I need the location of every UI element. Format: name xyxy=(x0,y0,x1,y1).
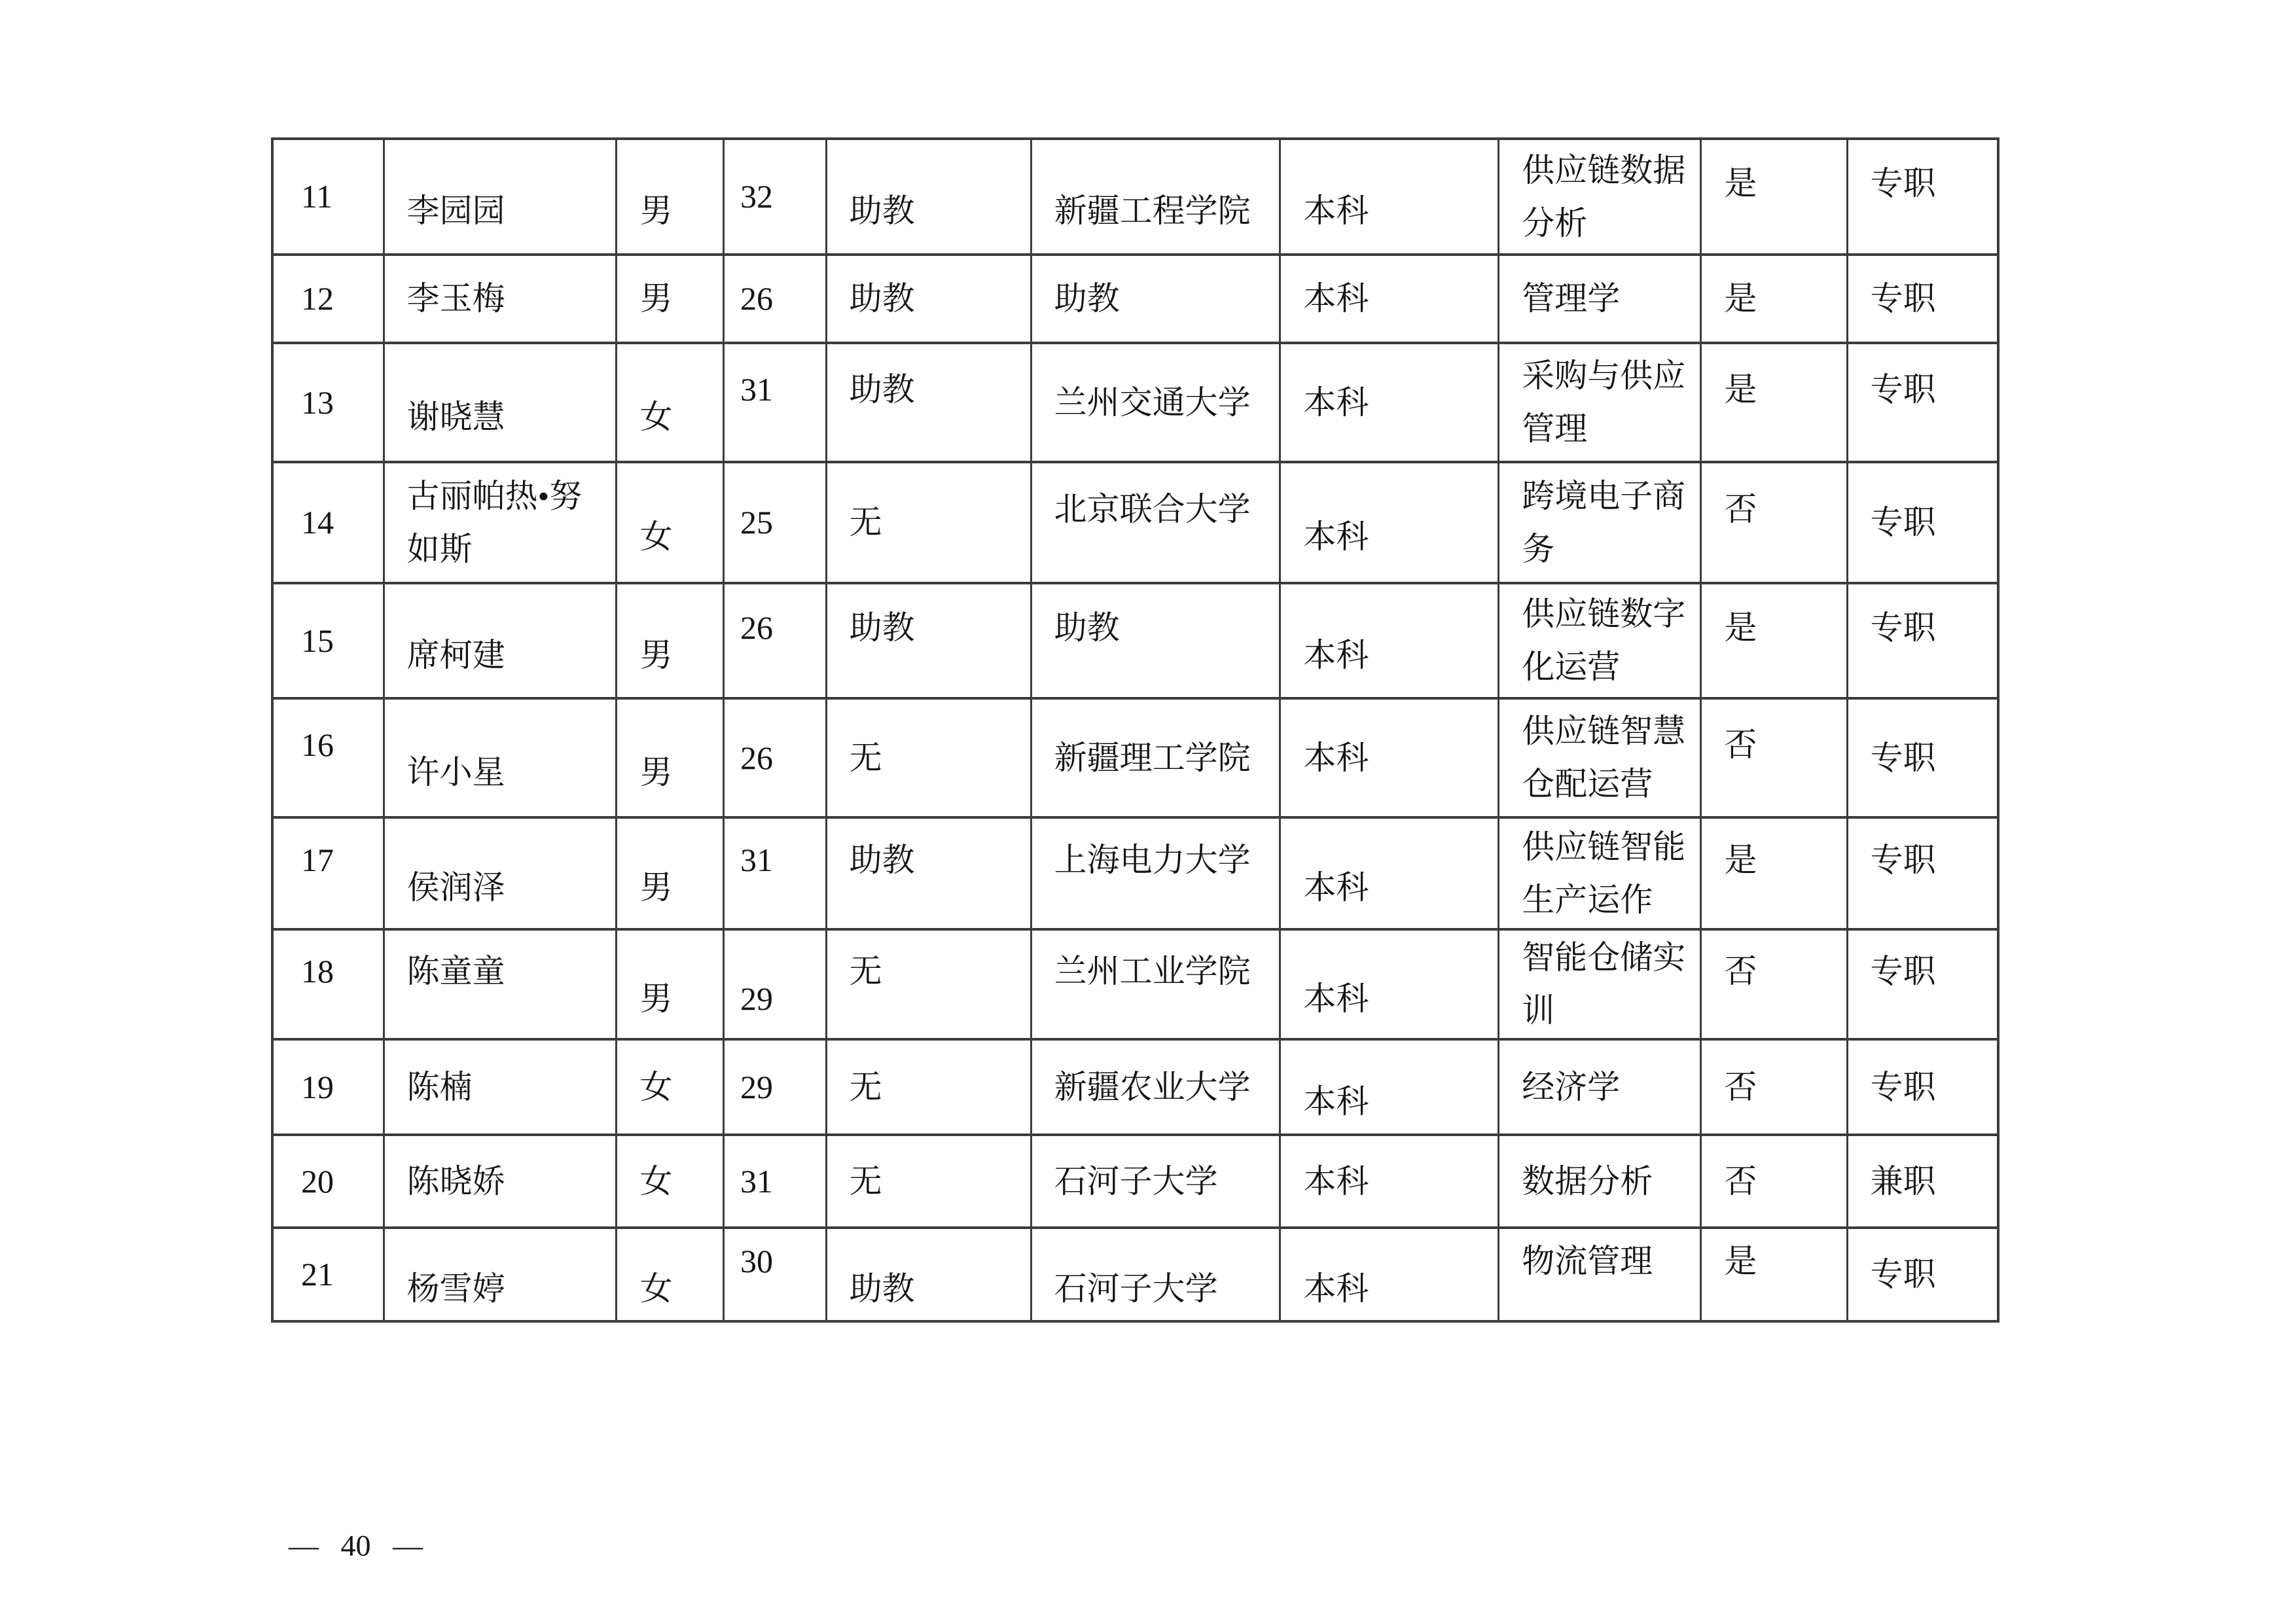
cell-text: 专职 xyxy=(1870,504,1936,541)
cell-text: 29 xyxy=(740,1068,773,1105)
cell-text: 兰州交通大学 xyxy=(1054,383,1251,421)
table-cell xyxy=(1499,700,1702,816)
table-cell xyxy=(827,140,1032,253)
table-cell xyxy=(385,700,618,816)
table-cell xyxy=(1499,463,1702,582)
cell-text: 是 xyxy=(1724,609,1757,646)
cell-text: 26 xyxy=(740,280,773,317)
cell-text: 男 xyxy=(639,636,673,673)
table-cell xyxy=(1032,700,1282,816)
table-cell xyxy=(1281,1136,1499,1226)
table-cell xyxy=(274,1229,385,1320)
cell-text: 新疆工程学院 xyxy=(1054,192,1251,229)
table-row xyxy=(274,463,1997,584)
table-cell xyxy=(1848,700,1997,816)
table-cell xyxy=(617,463,725,582)
table-cell xyxy=(1032,344,1282,461)
table-cell xyxy=(1281,1229,1499,1320)
cell-text: 席柯建 xyxy=(406,636,505,673)
table-cell xyxy=(617,140,725,253)
cell-text: 专职 xyxy=(1870,280,1936,317)
table-cell xyxy=(1499,344,1702,461)
cell-text: 13 xyxy=(301,383,334,421)
table-row xyxy=(274,819,1997,931)
cell-text: 女 xyxy=(639,1162,673,1200)
table-cell xyxy=(1702,1041,1848,1133)
cell-text: 杨雪婷 xyxy=(406,1270,505,1307)
cell-text: 物流管理 xyxy=(1522,1243,1653,1279)
cell-text: 兼职 xyxy=(1870,1162,1936,1200)
table-cell xyxy=(1848,140,1997,253)
table-cell xyxy=(274,256,385,342)
table-cell xyxy=(1281,931,1499,1038)
cell-text: 专职 xyxy=(1870,1256,1936,1293)
table-cell xyxy=(827,1136,1032,1226)
table-row xyxy=(274,1136,1997,1229)
table-cell xyxy=(617,584,725,697)
cell-text: 专职 xyxy=(1870,370,1936,408)
table-cell xyxy=(385,1136,618,1226)
cell-text: 是 xyxy=(1724,165,1757,202)
table-cell xyxy=(725,1041,827,1133)
cell-text: 经济学 xyxy=(1522,1068,1621,1105)
table-cell xyxy=(617,1041,725,1133)
cell-text: 专职 xyxy=(1870,739,1936,776)
table-cell xyxy=(274,931,385,1038)
cell-text: 男 xyxy=(639,869,673,906)
table-cell xyxy=(1281,140,1499,253)
cell-text: 18 xyxy=(301,952,334,990)
cell-text: 智能仓储实训 xyxy=(1522,939,1686,1029)
table-cell xyxy=(1499,1041,1702,1133)
cell-text: 男 xyxy=(639,280,673,317)
cell-text: 供应链智慧仓配运营 xyxy=(1522,713,1686,802)
cell-text: 助教 xyxy=(849,1270,915,1307)
table-row xyxy=(274,140,1997,256)
table-cell xyxy=(1499,931,1702,1038)
cell-text: 兰州工业学院 xyxy=(1054,952,1251,990)
table-cell xyxy=(1499,1136,1702,1226)
cell-text: 助教 xyxy=(849,370,915,408)
cell-text: 是 xyxy=(1724,370,1757,408)
cell-text: 无 xyxy=(849,504,882,541)
table-cell xyxy=(1848,584,1997,697)
table-cell xyxy=(1702,819,1848,928)
table-cell xyxy=(1281,700,1499,816)
cell-text: 31 xyxy=(740,842,773,878)
table-cell xyxy=(1499,819,1702,928)
cell-text: 助教 xyxy=(1054,280,1120,317)
table-cell xyxy=(617,1229,725,1320)
cell-text: 本科 xyxy=(1303,869,1369,906)
table-cell xyxy=(385,463,618,582)
table-cell xyxy=(1032,1041,1282,1133)
table-cell xyxy=(385,344,618,461)
table-cell xyxy=(725,1229,827,1320)
table-cell xyxy=(827,1229,1032,1320)
table-cell xyxy=(1281,584,1499,697)
table-cell xyxy=(827,700,1032,816)
cell-text: 李玉梅 xyxy=(406,280,505,317)
table-cell xyxy=(725,140,827,253)
cell-text: 石河子大学 xyxy=(1054,1162,1218,1200)
cell-text: 14 xyxy=(301,504,334,541)
cell-text: 男 xyxy=(639,753,673,791)
table-cell xyxy=(1702,1136,1848,1226)
table-cell xyxy=(1032,463,1282,582)
cell-text: 26 xyxy=(740,609,773,646)
table-cell xyxy=(725,700,827,816)
table-cell xyxy=(827,463,1032,582)
cell-text: 19 xyxy=(301,1068,334,1105)
cell-text: 陈童童 xyxy=(406,952,505,990)
cell-text: 采购与供应管理 xyxy=(1522,357,1686,447)
cell-text: 20 xyxy=(301,1162,334,1200)
table-cell xyxy=(725,1136,827,1226)
cell-text: 否 xyxy=(1724,1068,1757,1105)
cell-text: 21 xyxy=(301,1256,334,1293)
table-cell xyxy=(1032,1136,1282,1226)
table-cell xyxy=(274,584,385,697)
cell-text: 新疆理工学院 xyxy=(1054,739,1251,776)
cell-text: 供应链数字化运营 xyxy=(1522,596,1686,685)
table-cell xyxy=(385,1229,618,1320)
cell-text: 本科 xyxy=(1303,1082,1369,1120)
cell-text: 是 xyxy=(1724,842,1757,878)
table-cell xyxy=(1702,584,1848,697)
cell-text: 专职 xyxy=(1870,609,1936,646)
table-cell xyxy=(725,584,827,697)
table-cell xyxy=(1848,1041,1997,1133)
cell-text: 16 xyxy=(301,726,334,763)
table-cell xyxy=(1032,931,1282,1038)
table-cell xyxy=(274,344,385,461)
cell-text: 上海电力大学 xyxy=(1054,842,1251,878)
table-cell xyxy=(1702,463,1848,582)
cell-text: 是 xyxy=(1724,280,1757,317)
cell-text: 否 xyxy=(1724,952,1757,990)
cell-text: 专职 xyxy=(1870,1068,1936,1105)
cell-text: 是 xyxy=(1724,1243,1757,1279)
cell-text: 25 xyxy=(740,504,773,541)
cell-text: 谢晓慧 xyxy=(406,398,505,435)
table-cell xyxy=(1702,256,1848,342)
table-cell xyxy=(1848,256,1997,342)
cell-text: 否 xyxy=(1724,726,1757,763)
table-cell xyxy=(1281,1041,1499,1133)
table-cell xyxy=(617,819,725,928)
cell-text: 助教 xyxy=(849,609,915,646)
table-row xyxy=(274,344,1997,463)
cell-text: 专职 xyxy=(1870,165,1936,202)
cell-text: 助教 xyxy=(849,192,915,229)
cell-text: 本科 xyxy=(1303,383,1369,421)
roster-table xyxy=(271,137,2000,1323)
table-cell xyxy=(1848,931,1997,1038)
table-cell xyxy=(385,819,618,928)
cell-text: 跨境电子商务 xyxy=(1522,477,1686,567)
cell-text: 女 xyxy=(639,1270,673,1307)
table-cell xyxy=(385,140,618,253)
cell-text: 11 xyxy=(301,178,333,215)
table-cell xyxy=(725,931,827,1038)
table-cell xyxy=(617,344,725,461)
cell-text: 30 xyxy=(740,1243,773,1279)
table-cell xyxy=(274,1041,385,1133)
table-cell xyxy=(274,819,385,928)
table-cell xyxy=(1281,256,1499,342)
cell-text: 无 xyxy=(849,952,882,990)
table-cell xyxy=(1281,344,1499,461)
table-row xyxy=(274,1229,1997,1320)
cell-text: 32 xyxy=(740,178,773,215)
cell-text: 12 xyxy=(301,280,334,317)
table-cell xyxy=(1702,344,1848,461)
cell-text: 无 xyxy=(849,739,882,776)
table-cell xyxy=(1499,584,1702,697)
table-cell xyxy=(1848,1229,1997,1320)
table-cell xyxy=(827,931,1032,1038)
table-row xyxy=(274,1041,1997,1136)
table-cell xyxy=(274,1136,385,1226)
cell-text: 供应链智能生产运作 xyxy=(1522,828,1686,918)
cell-text: 否 xyxy=(1724,491,1757,527)
table-cell xyxy=(617,1136,725,1226)
table-cell xyxy=(827,819,1032,928)
cell-text: 李园园 xyxy=(406,192,505,229)
table-cell xyxy=(1032,140,1282,253)
cell-text: 石河子大学 xyxy=(1054,1270,1218,1307)
table-cell xyxy=(725,344,827,461)
cell-text: 陈楠 xyxy=(406,1068,473,1105)
cell-text: 古丽帕热•努如斯 xyxy=(406,477,583,567)
table-cell xyxy=(617,256,725,342)
table-cell xyxy=(1702,140,1848,253)
cell-text: 专职 xyxy=(1870,952,1936,990)
cell-text: 男 xyxy=(639,192,673,229)
cell-text: 管理学 xyxy=(1522,280,1621,317)
table-cell xyxy=(1499,256,1702,342)
table-cell xyxy=(1702,931,1848,1038)
cell-text: 北京联合大学 xyxy=(1054,491,1251,527)
table-cell xyxy=(1702,1229,1848,1320)
table-cell xyxy=(385,1041,618,1133)
table-cell xyxy=(1032,819,1282,928)
cell-text: 无 xyxy=(849,1162,882,1200)
cell-text: 供应链数据分析 xyxy=(1522,151,1686,241)
table-cell xyxy=(274,463,385,582)
cell-text: 许小星 xyxy=(406,753,505,791)
page-number: — 40 — xyxy=(289,1529,423,1562)
table-cell xyxy=(1848,1136,1997,1226)
table-cell xyxy=(385,584,618,697)
cell-text: 本科 xyxy=(1303,280,1369,317)
table-row xyxy=(274,256,1997,344)
table-cell xyxy=(1848,463,1997,582)
table-cell xyxy=(617,931,725,1038)
cell-text: 男 xyxy=(639,980,673,1017)
cell-text: 无 xyxy=(849,1068,882,1105)
table-cell xyxy=(725,463,827,582)
table-cell xyxy=(617,700,725,816)
table-cell xyxy=(385,256,618,342)
table-cell xyxy=(827,344,1032,461)
table-cell xyxy=(827,256,1032,342)
table-cell xyxy=(725,256,827,342)
table-cell xyxy=(1032,1229,1282,1320)
cell-text: 助教 xyxy=(1054,609,1120,646)
table-cell xyxy=(385,931,618,1038)
cell-text: 侯润泽 xyxy=(406,869,505,906)
table-cell xyxy=(274,140,385,253)
table-row xyxy=(274,584,1997,700)
cell-text: 女 xyxy=(639,1068,673,1105)
cell-text: 26 xyxy=(740,739,773,776)
table-row xyxy=(274,700,1997,819)
table-cell xyxy=(827,1041,1032,1133)
table-cell xyxy=(1848,819,1997,928)
cell-text: 新疆农业大学 xyxy=(1054,1068,1251,1105)
cell-text: 本科 xyxy=(1303,1162,1369,1200)
table-cell xyxy=(827,584,1032,697)
cell-text: 女 xyxy=(639,398,673,435)
cell-text: 31 xyxy=(740,370,773,408)
table-cell xyxy=(1032,584,1282,697)
cell-text: 陈晓娇 xyxy=(406,1162,505,1200)
cell-text: 数据分析 xyxy=(1522,1162,1653,1200)
table-cell xyxy=(1281,819,1499,928)
cell-text: 本科 xyxy=(1303,192,1369,229)
cell-text: 本科 xyxy=(1303,739,1369,776)
cell-text: 否 xyxy=(1724,1162,1757,1200)
table-cell xyxy=(725,819,827,928)
table-cell xyxy=(1032,256,1282,342)
cell-text: 本科 xyxy=(1303,1270,1369,1307)
cell-text: 15 xyxy=(301,622,334,659)
cell-text: 本科 xyxy=(1303,518,1369,555)
cell-text: 专职 xyxy=(1870,842,1936,878)
table-cell xyxy=(1281,463,1499,582)
cell-text: 本科 xyxy=(1303,980,1369,1017)
cell-text: 女 xyxy=(639,518,673,555)
table-cell xyxy=(1499,1229,1702,1320)
table-cell xyxy=(1499,140,1702,253)
table-row xyxy=(274,931,1997,1041)
cell-text: 助教 xyxy=(849,280,915,317)
cell-text: 31 xyxy=(740,1162,773,1200)
table-cell xyxy=(1702,700,1848,816)
cell-text: 29 xyxy=(740,980,773,1017)
cell-text: 17 xyxy=(301,842,334,878)
cell-text: 助教 xyxy=(849,842,915,878)
table-cell xyxy=(1848,344,1997,461)
cell-text: 本科 xyxy=(1303,636,1369,673)
table-cell xyxy=(274,700,385,816)
